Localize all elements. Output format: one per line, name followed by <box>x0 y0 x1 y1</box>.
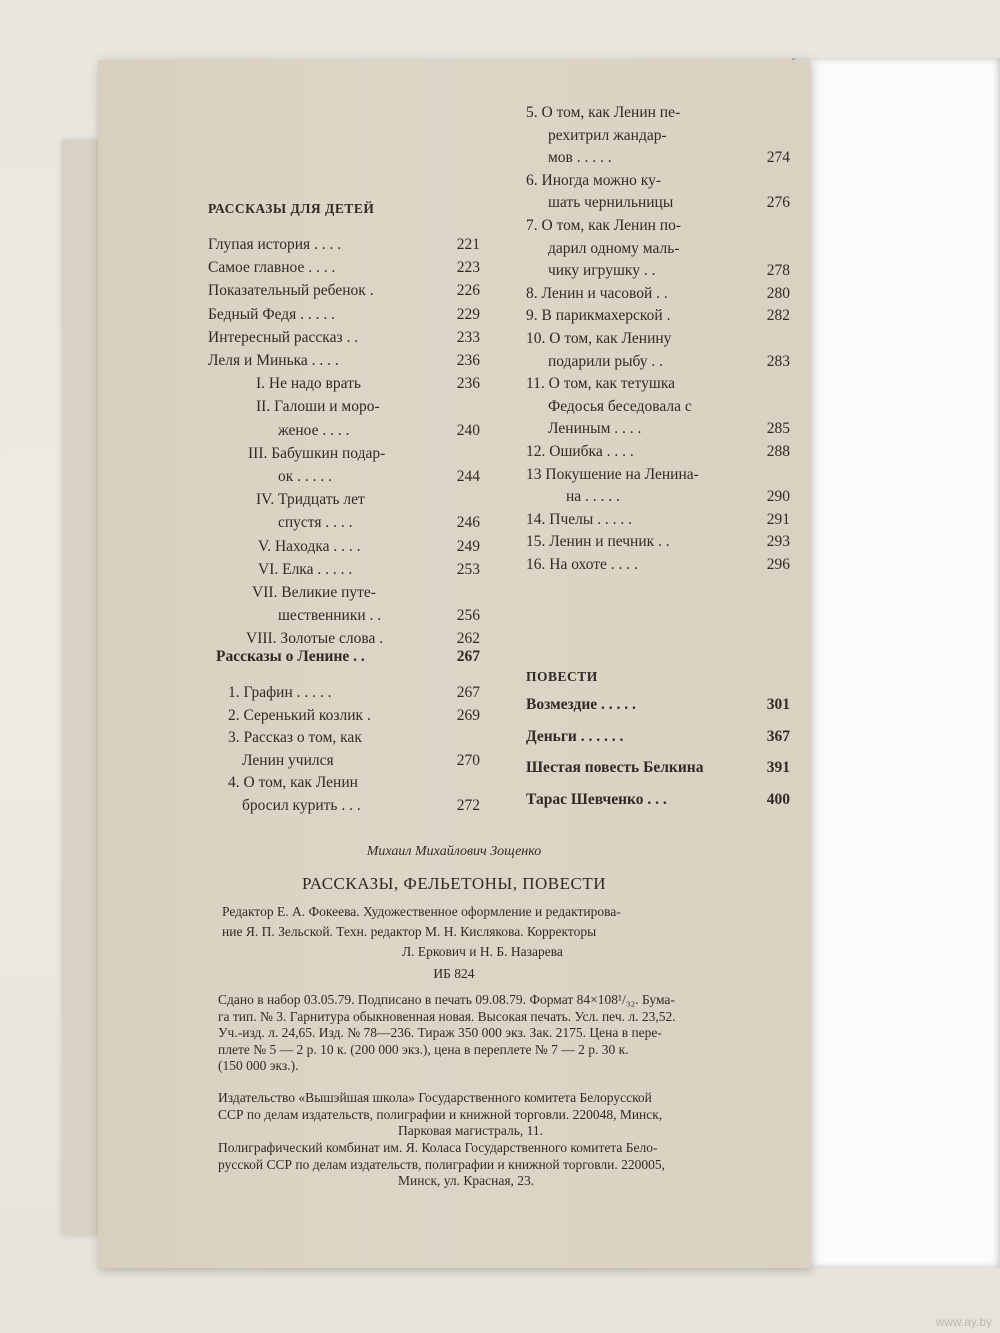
toc-entry-title: 4. О том, как Ленин <box>228 774 358 791</box>
toc-entry-title: 9. В парикмахерской . <box>526 307 671 325</box>
toc-entry-page: 288 <box>766 443 790 460</box>
facing-blank-page <box>792 58 1000 1268</box>
toc-entry-title: 6. Иногда можно ку- <box>526 171 661 189</box>
toc-entry <box>526 283 790 305</box>
toc-entry-page: 233 <box>456 328 480 346</box>
toc-entry-title: 15. Ленин и печник . . <box>526 533 670 551</box>
toc-entry <box>548 125 790 147</box>
toc-entry <box>258 536 480 558</box>
toc-entry-page: 293 <box>766 533 790 551</box>
toc-entry <box>278 466 480 488</box>
book-page: РАССКАЗЫ ДЛЯ ДЕТЕЙ Глупая история . . . . 221 Самое главное . . . . 223 Показательный ребенок . 226 Бедный Федя . . . . . 229 Интересный рассказ . . 233 Леля и Минька . . . . 236 I. Не надо врать 236 II. Галоши и моро- женое . . . . 240 III. Бабушкин подар- ок . . . . . 244 IV. Тридцать лет спустя . . . . 246 V. Находка . . . . 249 VI. Елка . . . . . 253 VII. Великие путе- шественники . . 256 VIII. Золотые слова . 262 Рассказы о Ленине . . 267 1. Графин . . . . . 267 2. Серенький козлик . 269 3. Рассказ о том, как Ленин учился 270 4. О том, как Ленин бросил курить . . . 272 5. О том, как Ленин пе- рехитрил жандар- мов . . . . . 274 6. Иногда можно ку- шать чернильницы 276 7. О том, как Ленин по- дарил одному маль- чику игрушку . . 278 8. Ленин и часовой . . 280 9. В парикмахерской . 282 10. О том, как Ленину подарили рыбу . . 283 11. О том, как тетушка Федосья беседовала с Лениным . . . . 285 12. Ошибка . . . . 288 13 Покушение на Ленина- на . . . . . 290 14. Пчелы . . . . . 291 15. Ленин и печник . . 293 16. На охоте . . . . 296 ПОВЕСТИ Возмездие . . . . . 301 Деньги . . . . . . 367 Шестая повесть Белкина 391 Тарас Шевченко . . . 400 Михаил Михайлович Зощенко РАССКАЗЫ, ФЕЛЬЕТОНЫ, ПОВЕСТИ Редактор Е. А. Фокеева. Художественное оформление и редактирова- ние Я. П. Зельской. Техн. редактор М. Н. Кислякова. Корректоры Л. Еркович и Н. Б. Назарева ИБ 824 Сдано в набор 03.05.79. Подписано в печать 09.08.79. Формат 84×108¹/₃₂. Бума- га тип. № 3. Гарнитура обыкновенная новая. Высокая печать. Усл. печ. л. 23,52. Уч.-изд. л. 24,65. Изд. № 78—236. Тираж 350 000 экз. Зак. 2175. Цена в пере- плете № 5 — 2 р. 10 к. (200 000 экз.), цена в переплете № 7 — 2 р. 30 к. (150 000 экз.). Издательство «Вышэйшая школа» Государственного комитета Белорусской ССР по делам издательств, полиграфии и книжной торговли. 220048, Минск, Парковая магистраль, 11. Полиграфический комбинат им. Я. Коласа Государственного комитета Бело- русской ССР по делам издательств, полиграфии и книжной торговли. 220005, Минск, ул. Красная, 23. <box>98 60 810 1268</box>
toc-entry-title: 10. О том, как Ленину <box>526 330 672 347</box>
toc-entry <box>566 486 790 508</box>
toc-entry-title: 7. О том, как Ленин по- <box>526 217 681 234</box>
toc-entry <box>526 441 790 463</box>
colophon-line: Минск, ул. Красная, 23. <box>398 1173 535 1188</box>
toc-entry-page: 240 <box>456 421 480 439</box>
toc-entry-title: 12. Ошибка . . . . <box>526 443 634 460</box>
toc-entry-page: 290 <box>766 488 790 506</box>
colophon-line: Редактор Е. А. Фокеева. Художественное оформление и редактирова- <box>222 904 621 919</box>
toc-entry-page: 278 <box>766 262 790 280</box>
toc-entry-page: 283 <box>766 352 790 370</box>
toc-entry-page: 276 <box>766 194 790 212</box>
toc-entry <box>526 215 790 237</box>
toc-entry <box>548 238 790 260</box>
toc-entry-title: 11. О том, как тетушка <box>526 375 675 393</box>
toc-entry-title: I. Не надо врать <box>256 375 361 393</box>
toc-entry-title: мов . . . . . <box>548 149 612 167</box>
toc-entry <box>526 373 790 395</box>
toc-entry-page: 236 <box>456 352 480 369</box>
toc-entry-title: 8. Ленин и часовой . . <box>526 284 668 302</box>
toc-entry-title: на . . . . . <box>566 488 620 506</box>
toc-entry <box>548 260 790 282</box>
toc-entry <box>278 420 480 442</box>
toc-entry <box>208 280 480 302</box>
toc-entry-page: 226 <box>456 282 480 300</box>
toc-entry-title: дарил одному маль- <box>548 239 680 257</box>
colophon-line: (150 000 экз.). <box>218 1058 299 1073</box>
toc-entry-page: 272 <box>456 796 480 814</box>
toc-entry-title: Возмездие . . . . . <box>526 696 636 713</box>
toc-entry-page: 267 <box>456 648 480 665</box>
colophon-line: Сдано в набор 03.05.79. Подписано в печать 09.08.79. Формат 84×108¹/₃₂. Бума- <box>218 992 675 1007</box>
toc-entry-title: шественники . . <box>278 607 382 625</box>
toc-entry-page: 246 <box>456 514 480 532</box>
colophon-line: Парковая магистраль, 11. <box>398 1123 544 1138</box>
toc-entry <box>526 694 790 716</box>
toc-entry <box>256 489 480 511</box>
toc-entry <box>228 727 480 749</box>
toc-entry-title: 5. О том, как Ленин пе- <box>526 104 681 121</box>
toc-entry-page: 291 <box>766 510 790 528</box>
toc-entry <box>548 192 790 214</box>
toc-entry <box>278 512 480 534</box>
toc-entry <box>208 234 480 256</box>
toc-entry <box>208 350 480 372</box>
toc-entry-title: женое . . . . <box>278 421 350 439</box>
toc-entry-title: Рассказы о Ленине . . <box>216 648 365 665</box>
toc-entry-title: II. Галоши и моро- <box>256 398 380 416</box>
toc-entry-page: 400 <box>766 790 790 808</box>
toc-entry <box>548 351 790 373</box>
colophon-line: Уч.-изд. л. 24,65. Изд. № 78—236. Тираж 350 000 экз. Зак. 2175. Цена в пере- <box>218 1025 662 1040</box>
toc-entry-title: 13 Покушение на Ленина- <box>526 465 699 483</box>
toc-entry-title: Бедный Федя . . . . . <box>208 305 336 323</box>
toc-entry <box>526 509 790 531</box>
toc-entry <box>248 443 480 465</box>
toc-entry-page: 285 <box>766 420 790 438</box>
toc-entry <box>242 795 480 817</box>
toc-entry <box>256 396 480 418</box>
section-heading-lenin-stories <box>216 646 480 668</box>
toc-entry-page: 282 <box>766 307 790 325</box>
toc-entry <box>278 605 480 627</box>
toc-entry-page: 274 <box>766 149 790 167</box>
toc-entry-page: 367 <box>766 727 790 745</box>
toc-entry-page: 221 <box>456 236 480 253</box>
toc-entry <box>208 327 480 349</box>
toc-entry-page: 280 <box>766 284 790 302</box>
ib-number: ИБ 824 <box>433 966 475 981</box>
toc-entry-title: Лениным . . . . <box>548 420 642 438</box>
toc-entry-page: 296 <box>766 556 790 573</box>
toc-entry-page: 236 <box>456 375 480 393</box>
toc-entry <box>548 396 790 418</box>
toc-entry <box>208 304 480 326</box>
toc-entry-title: 3. Рассказ о том, как <box>228 729 362 746</box>
colophon-line: плете № 5 — 2 р. 10 к. (200 000 экз.), цена в переплете № 7 — 2 р. 30 к. <box>218 1041 629 1057</box>
colophon-line: Полиграфический комбинат им. Я. Коласа Государственного комитета Бело- <box>218 1140 658 1155</box>
toc-entry <box>208 257 480 279</box>
toc-entry-page: 223 <box>456 259 480 277</box>
toc-entry <box>252 582 480 604</box>
toc-entry <box>526 328 790 350</box>
toc-entry-page: 229 <box>456 305 480 323</box>
toc-entry <box>228 772 480 794</box>
toc-entry-page: 244 <box>456 468 480 485</box>
toc-entry <box>228 682 480 704</box>
toc-entry-page: 253 <box>456 560 480 578</box>
toc-entry-title: Интересный рассказ . . <box>208 328 359 346</box>
toc-entry-title: 16. На охоте . . . . <box>526 556 638 573</box>
toc-entry-title: чику игрушку . . <box>548 262 656 280</box>
toc-entry-title: шать чернильницы <box>548 194 674 212</box>
toc-entry-page: 269 <box>456 706 480 724</box>
toc-entry <box>526 757 790 779</box>
toc-entry-title: III. Бабушкин подар- <box>248 444 386 462</box>
toc-entry-page: 267 <box>456 684 480 701</box>
toc-entry-page: 256 <box>456 607 480 625</box>
toc-entry-page: 301 <box>766 696 790 713</box>
toc-entry-title: 2. Серенький козлик . <box>228 706 371 724</box>
toc-entry-title: Шестая повесть Белкина <box>526 759 704 776</box>
toc-entry-title: спустя . . . . <box>278 514 353 532</box>
toc-entry-title: рехитрил жандар- <box>548 126 667 144</box>
toc-entry <box>228 705 480 727</box>
toc-entry-title: бросил курить . . . <box>242 796 361 814</box>
toc-entry-title: Самое главное . . . . <box>208 259 336 277</box>
watermark-text: www.ay.by <box>935 1315 992 1329</box>
toc-entry <box>526 170 790 192</box>
toc-entry-title: VII. Великие путе- <box>252 584 376 601</box>
toc-entry <box>242 750 480 772</box>
toc-entry-title: Показательный ребенок . <box>208 282 374 300</box>
toc-entry <box>526 305 790 327</box>
toc-entry-title: ок . . . . . <box>278 468 333 485</box>
toc-entry-title: Ленин учился <box>242 751 334 769</box>
toc-entry-title: Деньги . . . . . . <box>526 727 624 745</box>
toc-entry-page: 270 <box>456 751 480 769</box>
colophon-line: русской ССР по делам издательств, полиграфии и книжной торговли. 220005, <box>218 1156 665 1172</box>
colophon-line: ние Я. П. Зельской. Техн. редактор М. Н. Кислякова. Корректоры <box>222 924 597 939</box>
toc-entry-title: подарили рыбу . . <box>548 352 664 370</box>
colophon-line: ССР по делам издательств, полиграфии и книжной торговли. 220048, Минск, <box>218 1106 663 1122</box>
toc-entry-title: Глупая история . . . . <box>208 236 342 253</box>
colophon-line: Издательство «Вышэйшая школа» Государственного комитета Белорусской <box>218 1090 652 1105</box>
toc-entry-page: 249 <box>456 537 480 555</box>
toc-entry <box>548 147 790 169</box>
toc-entry <box>258 559 480 581</box>
toc-entry-title: IV. Тридцать лет <box>256 491 365 509</box>
toc-entry <box>526 726 790 748</box>
toc-entry-title: Леля и Минька . . . . <box>208 352 339 369</box>
author-name: Михаил Михайлович Зощенко <box>366 844 542 859</box>
toc-entry-title: Тарас Шевченко . . . <box>526 790 667 808</box>
toc-entry-page: 391 <box>766 759 790 776</box>
toc-entry <box>526 464 790 486</box>
toc-entry-title: V. Находка . . . . <box>258 537 361 555</box>
toc-entry <box>526 531 790 553</box>
toc-entry <box>526 789 790 811</box>
toc-entry <box>256 373 480 395</box>
toc-entry-title: 14. Пчелы . . . . . <box>526 510 633 528</box>
colophon-line: Л. Еркович и Н. Б. Назарева <box>402 944 563 959</box>
toc-entry-title: Федосья беседовала с <box>548 397 692 415</box>
toc-entry-title: VI. Елка . . . . . <box>258 560 353 578</box>
toc-entry <box>526 102 790 124</box>
toc-entry-title: 1. Графин . . . . . <box>228 684 332 701</box>
toc-entry <box>526 554 790 576</box>
colophon-line: га тип. № 3. Гарнитура обыкновенная новая. Высокая печать. Усл. печ. л. 23,52. <box>218 1008 676 1024</box>
toc-entry-title: VIII. Золотые слова . <box>246 630 384 648</box>
toc-entry-page: 262 <box>456 630 480 648</box>
toc-entry <box>548 418 790 440</box>
book-title: РАССКАЗЫ, ФЕЛЬЕТОНЫ, ПОВЕСТИ <box>301 874 606 893</box>
